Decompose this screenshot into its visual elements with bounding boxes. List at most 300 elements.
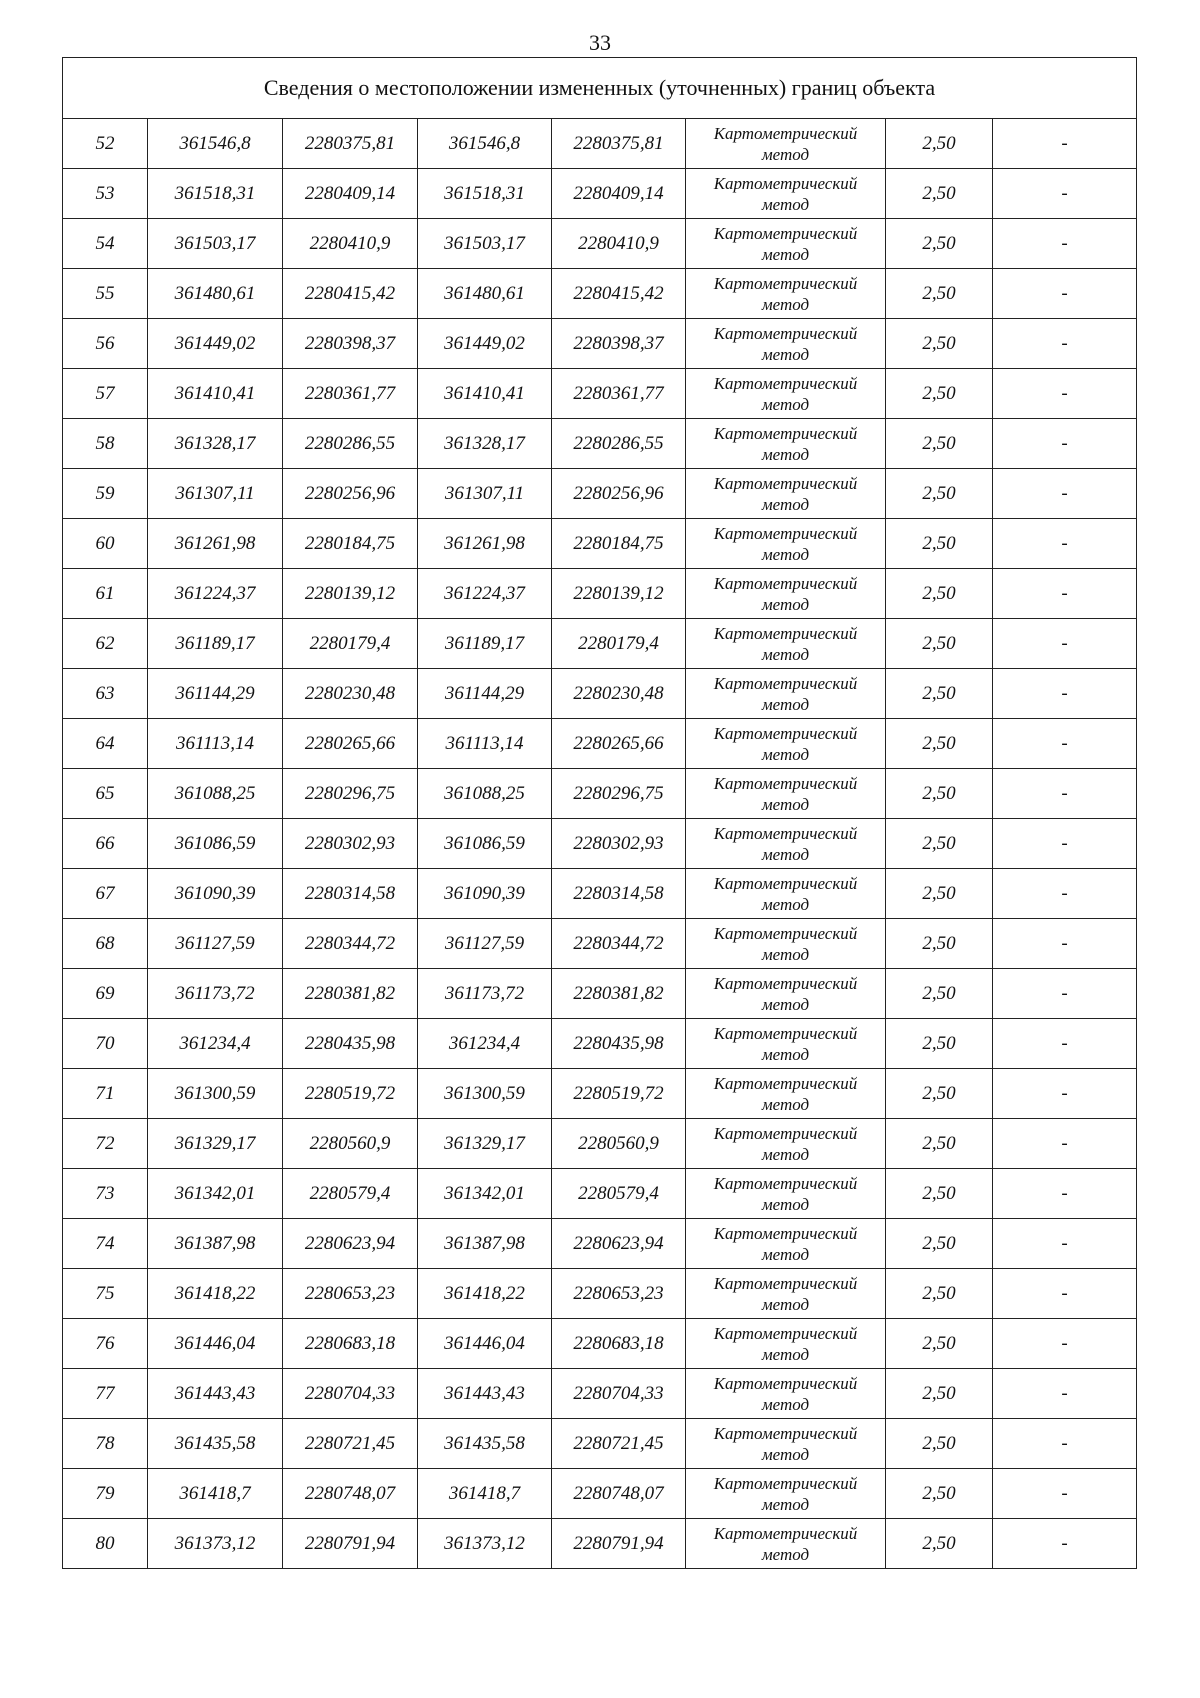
- note-cell: -: [993, 419, 1137, 469]
- point-number-cell: 54: [63, 219, 148, 269]
- method-line-2: метод: [761, 394, 810, 414]
- refined-y-cell: 2280704,33: [552, 1369, 686, 1419]
- accuracy-cell: 2,50: [886, 269, 993, 319]
- accuracy-cell: 2,50: [886, 619, 993, 669]
- point-number-cell: 74: [63, 1219, 148, 1269]
- existing-y-cell: 2280409,14: [283, 169, 418, 219]
- existing-x-cell: 361086,59: [148, 819, 283, 869]
- refined-x-cell: 361387,98: [418, 1219, 552, 1269]
- existing-x-cell: 361300,59: [148, 1069, 283, 1119]
- existing-x-cell: 361189,17: [148, 619, 283, 669]
- table-row: [63, 1119, 1137, 1169]
- note-cell: -: [993, 969, 1137, 1019]
- existing-y-cell: 2280286,55: [283, 419, 418, 469]
- page-number: 33: [589, 30, 611, 55]
- method-line-1: Картометрический: [713, 1473, 858, 1493]
- note-cell: -: [993, 619, 1137, 669]
- existing-y-cell: 2280398,37: [283, 319, 418, 369]
- method-cell: [686, 119, 886, 169]
- existing-x-cell: 361329,17: [148, 1119, 283, 1169]
- note-cell: -: [993, 1219, 1137, 1269]
- method-line-1: Картометрический: [713, 173, 858, 193]
- point-number-cell: 63: [63, 669, 148, 719]
- method-line-1: Картометрический: [713, 373, 858, 393]
- refined-y-cell: 2280375,81: [552, 119, 686, 169]
- refined-y-cell: 2280302,93: [552, 819, 686, 869]
- point-number-cell: 79: [63, 1469, 148, 1519]
- existing-x-cell: 361307,11: [148, 469, 283, 519]
- method-cell: [686, 319, 886, 369]
- note-cell: -: [993, 119, 1137, 169]
- table-row: [63, 1319, 1137, 1369]
- refined-x-cell: 361443,43: [418, 1369, 552, 1419]
- note-cell: -: [993, 869, 1137, 919]
- existing-y-cell: 2280314,58: [283, 869, 418, 919]
- method-line-1: Картометрический: [713, 1123, 858, 1143]
- method-line-1: Картометрический: [713, 973, 858, 993]
- accuracy-cell: 2,50: [886, 169, 993, 219]
- existing-x-cell: 361503,17: [148, 219, 283, 269]
- table-row: [63, 819, 1137, 869]
- point-number-cell: 61: [63, 569, 148, 619]
- method-line-2: метод: [761, 844, 810, 864]
- method-cell: [686, 719, 886, 769]
- existing-y-cell: 2280410,9: [283, 219, 418, 269]
- method-line-2: метод: [761, 294, 810, 314]
- point-number-cell: 53: [63, 169, 148, 219]
- point-number-cell: 72: [63, 1119, 148, 1169]
- method-cell: [686, 419, 886, 469]
- table-row: [63, 119, 1137, 169]
- method-line-1: Картометрический: [713, 1173, 858, 1193]
- table-row: [63, 1369, 1137, 1419]
- accuracy-cell: 2,50: [886, 1169, 993, 1219]
- method-cell: [686, 369, 886, 419]
- method-line-1: Картометрический: [713, 823, 858, 843]
- table-row: [63, 1069, 1137, 1119]
- method-line-2: метод: [761, 1094, 810, 1114]
- existing-y-cell: 2280704,33: [283, 1369, 418, 1419]
- note-cell: -: [993, 1319, 1137, 1369]
- accuracy-cell: 2,50: [886, 1019, 993, 1069]
- method-cell: [686, 1369, 886, 1419]
- method-cell: [686, 219, 886, 269]
- accuracy-cell: 2,50: [886, 419, 993, 469]
- refined-x-cell: 361418,22: [418, 1269, 552, 1319]
- accuracy-cell: 2,50: [886, 1469, 993, 1519]
- method-line-1: Картометрический: [713, 1323, 858, 1343]
- existing-y-cell: 2280748,07: [283, 1469, 418, 1519]
- method-line-2: метод: [761, 1394, 810, 1414]
- note-cell: -: [993, 769, 1137, 819]
- existing-y-cell: 2280435,98: [283, 1019, 418, 1069]
- method-cell: [686, 869, 886, 919]
- note-cell: -: [993, 269, 1137, 319]
- point-number-cell: 69: [63, 969, 148, 1019]
- refined-y-cell: 2280296,75: [552, 769, 686, 819]
- point-number-cell: 73: [63, 1169, 148, 1219]
- refined-x-cell: 361300,59: [418, 1069, 552, 1119]
- refined-x-cell: 361546,8: [418, 119, 552, 169]
- table-row: [63, 1269, 1137, 1319]
- accuracy-cell: 2,50: [886, 469, 993, 519]
- accuracy-cell: 2,50: [886, 1319, 993, 1369]
- table-row: [63, 1469, 1137, 1519]
- accuracy-cell: 2,50: [886, 219, 993, 269]
- note-cell: -: [993, 819, 1137, 869]
- method-line-2: метод: [761, 494, 810, 514]
- existing-y-cell: 2280179,4: [283, 619, 418, 669]
- existing-x-cell: 361418,7: [148, 1469, 283, 1519]
- existing-x-cell: 361546,8: [148, 119, 283, 169]
- existing-x-cell: 361234,4: [148, 1019, 283, 1069]
- method-line-2: метод: [761, 794, 810, 814]
- existing-y-cell: 2280519,72: [283, 1069, 418, 1119]
- existing-x-cell: 361387,98: [148, 1219, 283, 1269]
- method-line-1: Картометрический: [713, 273, 858, 293]
- refined-x-cell: 361328,17: [418, 419, 552, 469]
- point-number-cell: 80: [63, 1519, 148, 1569]
- method-line-2: метод: [761, 544, 810, 564]
- method-cell: [686, 519, 886, 569]
- point-number-cell: 65: [63, 769, 148, 819]
- note-cell: -: [993, 1469, 1137, 1519]
- method-line-2: метод: [761, 194, 810, 214]
- method-cell: [686, 1019, 886, 1069]
- refined-x-cell: 361224,37: [418, 569, 552, 619]
- existing-y-cell: 2280296,75: [283, 769, 418, 819]
- accuracy-cell: 2,50: [886, 819, 993, 869]
- existing-y-cell: 2280256,96: [283, 469, 418, 519]
- method-line-2: метод: [761, 1444, 810, 1464]
- method-line-2: метод: [761, 1294, 810, 1314]
- note-cell: -: [993, 669, 1137, 719]
- method-line-1: Картометрический: [713, 1073, 858, 1093]
- note-cell: -: [993, 369, 1137, 419]
- method-line-2: метод: [761, 694, 810, 714]
- refined-x-cell: 361435,58: [418, 1419, 552, 1469]
- method-line-1: Картометрический: [713, 873, 858, 893]
- table-row: [63, 969, 1137, 1019]
- refined-x-cell: 361234,4: [418, 1019, 552, 1069]
- note-cell: -: [993, 1369, 1137, 1419]
- refined-y-cell: 2280179,4: [552, 619, 686, 669]
- method-line-2: метод: [761, 1544, 810, 1564]
- accuracy-cell: 2,50: [886, 919, 993, 969]
- refined-y-cell: 2280256,96: [552, 469, 686, 519]
- refined-y-cell: 2280344,72: [552, 919, 686, 969]
- refined-x-cell: 361503,17: [418, 219, 552, 269]
- refined-y-cell: 2280398,37: [552, 319, 686, 369]
- method-cell: [686, 769, 886, 819]
- method-line-2: метод: [761, 144, 810, 164]
- point-number-cell: 67: [63, 869, 148, 919]
- method-line-2: метод: [761, 994, 810, 1014]
- existing-x-cell: 361373,12: [148, 1519, 283, 1569]
- refined-y-cell: 2280286,55: [552, 419, 686, 469]
- method-line-1: Картометрический: [713, 623, 858, 643]
- note-cell: -: [993, 219, 1137, 269]
- method-line-2: метод: [761, 244, 810, 264]
- point-number-cell: 56: [63, 319, 148, 369]
- method-line-1: Картометрический: [713, 323, 858, 343]
- refined-y-cell: 2280410,9: [552, 219, 686, 269]
- refined-y-cell: 2280265,66: [552, 719, 686, 769]
- method-cell: [686, 1119, 886, 1169]
- existing-y-cell: 2280265,66: [283, 719, 418, 769]
- method-cell: [686, 569, 886, 619]
- method-line-1: Картометрический: [713, 573, 858, 593]
- refined-x-cell: 361446,04: [418, 1319, 552, 1369]
- existing-x-cell: 361088,25: [148, 769, 283, 819]
- refined-x-cell: 361373,12: [418, 1519, 552, 1569]
- method-line-2: метод: [761, 944, 810, 964]
- method-line-2: метод: [761, 1244, 810, 1264]
- point-number-cell: 60: [63, 519, 148, 569]
- note-cell: -: [993, 469, 1137, 519]
- table-row: [63, 919, 1137, 969]
- method-cell: [686, 169, 886, 219]
- existing-x-cell: 361449,02: [148, 319, 283, 369]
- refined-y-cell: 2280721,45: [552, 1419, 686, 1469]
- method-line-2: метод: [761, 1194, 810, 1214]
- accuracy-cell: 2,50: [886, 969, 993, 1019]
- method-line-1: Картометрический: [713, 1523, 858, 1543]
- method-line-2: метод: [761, 1144, 810, 1164]
- existing-y-cell: 2280381,82: [283, 969, 418, 1019]
- table-row: [63, 869, 1137, 919]
- existing-y-cell: 2280375,81: [283, 119, 418, 169]
- existing-y-cell: 2280579,4: [283, 1169, 418, 1219]
- accuracy-cell: 2,50: [886, 369, 993, 419]
- existing-x-cell: 361342,01: [148, 1169, 283, 1219]
- method-line-2: метод: [761, 1044, 810, 1064]
- table-row: [63, 469, 1137, 519]
- refined-x-cell: 361173,72: [418, 969, 552, 1019]
- method-cell: [686, 1419, 886, 1469]
- note-cell: -: [993, 919, 1137, 969]
- method-line-2: метод: [761, 1494, 810, 1514]
- point-number-cell: 55: [63, 269, 148, 319]
- method-line-1: Картометрический: [713, 923, 858, 943]
- existing-x-cell: 361418,22: [148, 1269, 283, 1319]
- refined-y-cell: 2280519,72: [552, 1069, 686, 1119]
- refined-y-cell: 2280560,9: [552, 1119, 686, 1169]
- refined-x-cell: 361086,59: [418, 819, 552, 869]
- method-line-1: Картометрический: [713, 773, 858, 793]
- method-line-1: Картометрический: [713, 1023, 858, 1043]
- table-row: [63, 269, 1137, 319]
- refined-y-cell: 2280415,42: [552, 269, 686, 319]
- existing-y-cell: 2280344,72: [283, 919, 418, 969]
- existing-y-cell: 2280683,18: [283, 1319, 418, 1369]
- note-cell: -: [993, 1269, 1137, 1319]
- accuracy-cell: 2,50: [886, 869, 993, 919]
- note-cell: -: [993, 1419, 1137, 1469]
- existing-x-cell: 361480,61: [148, 269, 283, 319]
- method-line-1: Картометрический: [713, 473, 858, 493]
- existing-x-cell: 361410,41: [148, 369, 283, 419]
- refined-x-cell: 361449,02: [418, 319, 552, 369]
- refined-x-cell: 361518,31: [418, 169, 552, 219]
- note-cell: -: [993, 719, 1137, 769]
- table-row: [63, 519, 1137, 569]
- existing-x-cell: 361090,39: [148, 869, 283, 919]
- point-number-cell: 66: [63, 819, 148, 869]
- refined-y-cell: 2280381,82: [552, 969, 686, 1019]
- method-cell: [686, 819, 886, 869]
- refined-y-cell: 2280230,48: [552, 669, 686, 719]
- point-number-cell: 52: [63, 119, 148, 169]
- point-number-cell: 70: [63, 1019, 148, 1069]
- table-row: [63, 1169, 1137, 1219]
- accuracy-cell: 2,50: [886, 1369, 993, 1419]
- point-number-cell: 64: [63, 719, 148, 769]
- refined-x-cell: 361088,25: [418, 769, 552, 819]
- note-cell: -: [993, 1519, 1137, 1569]
- accuracy-cell: 2,50: [886, 1519, 993, 1569]
- existing-y-cell: 2280560,9: [283, 1119, 418, 1169]
- refined-y-cell: 2280139,12: [552, 569, 686, 619]
- method-line-1: Картометрический: [713, 223, 858, 243]
- method-line-1: Картометрический: [713, 1273, 858, 1293]
- existing-x-cell: 361224,37: [148, 569, 283, 619]
- table-row: [63, 669, 1137, 719]
- method-line-2: метод: [761, 344, 810, 364]
- refined-y-cell: 2280791,94: [552, 1519, 686, 1569]
- table-row: [63, 419, 1137, 469]
- method-line-1: Картометрический: [713, 1373, 858, 1393]
- point-number-cell: 57: [63, 369, 148, 419]
- refined-x-cell: 361127,59: [418, 919, 552, 969]
- method-line-1: Картометрический: [713, 673, 858, 693]
- refined-x-cell: 361329,17: [418, 1119, 552, 1169]
- existing-x-cell: 361144,29: [148, 669, 283, 719]
- refined-y-cell: 2280409,14: [552, 169, 686, 219]
- table-row: [63, 169, 1137, 219]
- accuracy-cell: 2,50: [886, 769, 993, 819]
- existing-y-cell: 2280230,48: [283, 669, 418, 719]
- boundary-coordinates-table: [62, 57, 1137, 1569]
- method-cell: [686, 1519, 886, 1569]
- table-row: [63, 1419, 1137, 1469]
- refined-x-cell: 361410,41: [418, 369, 552, 419]
- method-line-1: Картометрический: [713, 423, 858, 443]
- refined-x-cell: 361307,11: [418, 469, 552, 519]
- point-number-cell: 58: [63, 419, 148, 469]
- existing-x-cell: 361328,17: [148, 419, 283, 469]
- note-cell: -: [993, 1019, 1137, 1069]
- method-line-1: Картометрический: [713, 123, 858, 143]
- existing-y-cell: 2280361,77: [283, 369, 418, 419]
- refined-y-cell: 2280435,98: [552, 1019, 686, 1069]
- method-cell: [686, 1069, 886, 1119]
- method-line-2: метод: [761, 594, 810, 614]
- table-row: [63, 569, 1137, 619]
- refined-y-cell: 2280184,75: [552, 519, 686, 569]
- note-cell: -: [993, 319, 1137, 369]
- existing-x-cell: 361261,98: [148, 519, 283, 569]
- accuracy-cell: 2,50: [886, 669, 993, 719]
- method-line-2: метод: [761, 894, 810, 914]
- method-cell: [686, 919, 886, 969]
- note-cell: -: [993, 569, 1137, 619]
- refined-y-cell: 2280683,18: [552, 1319, 686, 1369]
- point-number-cell: 62: [63, 619, 148, 669]
- table-row: [63, 319, 1137, 369]
- refined-y-cell: 2280579,4: [552, 1169, 686, 1219]
- method-cell: [686, 1219, 886, 1269]
- existing-y-cell: 2280302,93: [283, 819, 418, 869]
- refined-y-cell: 2280653,23: [552, 1269, 686, 1319]
- existing-x-cell: 361173,72: [148, 969, 283, 1019]
- refined-x-cell: 361480,61: [418, 269, 552, 319]
- existing-y-cell: 2280791,94: [283, 1519, 418, 1569]
- method-cell: [686, 1319, 886, 1369]
- method-cell: [686, 619, 886, 669]
- point-number-cell: 78: [63, 1419, 148, 1469]
- refined-x-cell: 361144,29: [418, 669, 552, 719]
- table-row: [63, 1019, 1137, 1069]
- refined-y-cell: 2280623,94: [552, 1219, 686, 1269]
- method-line-2: метод: [761, 644, 810, 664]
- accuracy-cell: 2,50: [886, 519, 993, 569]
- accuracy-cell: 2,50: [886, 1069, 993, 1119]
- accuracy-cell: 2,50: [886, 1419, 993, 1469]
- point-number-cell: 59: [63, 469, 148, 519]
- method-cell: [686, 469, 886, 519]
- existing-x-cell: 361443,43: [148, 1369, 283, 1419]
- note-cell: -: [993, 1169, 1137, 1219]
- accuracy-cell: 2,50: [886, 1219, 993, 1269]
- method-cell: [686, 1269, 886, 1319]
- table-row: [63, 769, 1137, 819]
- existing-y-cell: 2280623,94: [283, 1219, 418, 1269]
- existing-y-cell: 2280139,12: [283, 569, 418, 619]
- existing-x-cell: 361113,14: [148, 719, 283, 769]
- point-number-cell: 75: [63, 1269, 148, 1319]
- accuracy-cell: 2,50: [886, 1269, 993, 1319]
- method-line-1: Картометрический: [713, 1223, 858, 1243]
- refined-x-cell: 361189,17: [418, 619, 552, 669]
- method-line-2: метод: [761, 1344, 810, 1364]
- refined-x-cell: 361418,7: [418, 1469, 552, 1519]
- method-cell: [686, 1169, 886, 1219]
- accuracy-cell: 2,50: [886, 319, 993, 369]
- existing-y-cell: 2280721,45: [283, 1419, 418, 1469]
- refined-y-cell: 2280314,58: [552, 869, 686, 919]
- existing-y-cell: 2280415,42: [283, 269, 418, 319]
- table-row: [63, 1519, 1137, 1569]
- note-cell: -: [993, 169, 1137, 219]
- existing-y-cell: 2280184,75: [283, 519, 418, 569]
- refined-x-cell: 361113,14: [418, 719, 552, 769]
- note-cell: -: [993, 1069, 1137, 1119]
- accuracy-cell: 2,50: [886, 119, 993, 169]
- method-cell: [686, 1469, 886, 1519]
- method-cell: [686, 969, 886, 1019]
- existing-x-cell: 361435,58: [148, 1419, 283, 1469]
- point-number-cell: 77: [63, 1369, 148, 1419]
- method-line-1: Картометрический: [713, 523, 858, 543]
- existing-x-cell: 361127,59: [148, 919, 283, 969]
- note-cell: -: [993, 1119, 1137, 1169]
- existing-y-cell: 2280653,23: [283, 1269, 418, 1319]
- refined-x-cell: 361261,98: [418, 519, 552, 569]
- table-row: [63, 219, 1137, 269]
- method-line-2: метод: [761, 444, 810, 464]
- table-title: Сведения о местоположении измененных (уточненных) границ объекта: [63, 58, 1137, 119]
